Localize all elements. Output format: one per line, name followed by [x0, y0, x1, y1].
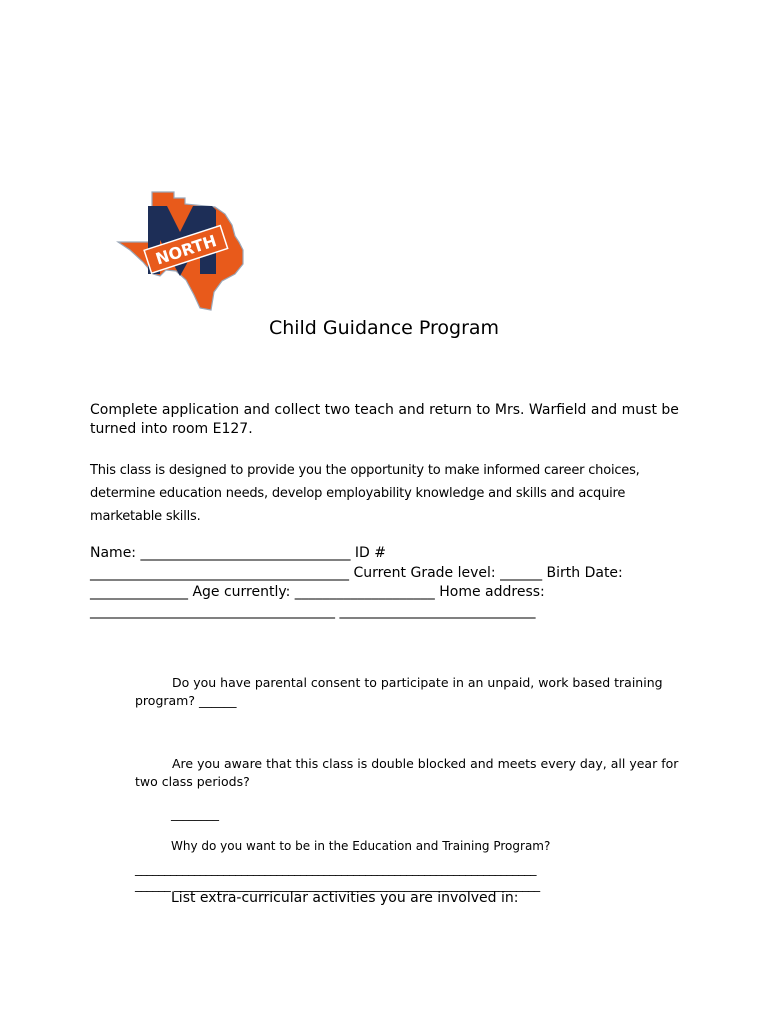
answer-blank[interactable]: ________ — [171, 807, 219, 821]
answer-line-2[interactable]: ______ ______________________________________________________________ — [135, 877, 540, 892]
question-extracurricular — [158, 890, 518, 906]
north-logo — [112, 188, 254, 316]
form-line-age-address[interactable]: ______________ Age currently: ____________________ Home address: — [90, 584, 545, 600]
form-line-grade-birth[interactable]: _____________________________________ Current Grade level: ______ Birth Date: — [90, 565, 623, 581]
answer-line-1[interactable]: ____________________________________________________________________ — [135, 861, 537, 876]
question-why-program — [158, 839, 550, 853]
question-text: Do you have parental consent to participate in an unpaid, work based training program? ______ — [135, 675, 663, 708]
question-text: Are you aware that this class is double blocked and meets every day, all year for two class periods? — [135, 756, 679, 789]
question-double-blocked — [135, 755, 695, 791]
logo-text: NORTH — [153, 231, 219, 269]
form-line-name-id[interactable]: Name: ______________________________ ID # — [90, 545, 387, 561]
description-paragraph: This class is designed to provide you the opportunity to make informed career choices, determine education needs, develop employability knowledge and skills and acquire marketable skills. — [90, 463, 640, 524]
page-title: Child Guidance Program — [268, 317, 500, 339]
answer-blank-row[interactable] — [158, 807, 219, 821]
question-text: Why do you want to be in the Education and Training Program? — [171, 839, 551, 853]
intro-paragraph: Complete application and collect two teach and return to Mrs. Warfield and must be turned into room E127. — [90, 402, 679, 437]
question-text: List extra-curricular activities you are involved in: — [171, 890, 519, 906]
question-parental-consent — [135, 674, 695, 710]
texas-north-logo-graphic — [112, 188, 254, 316]
form-line-address-cont[interactable]: ___________________________________ ____________________________ — [90, 603, 536, 619]
